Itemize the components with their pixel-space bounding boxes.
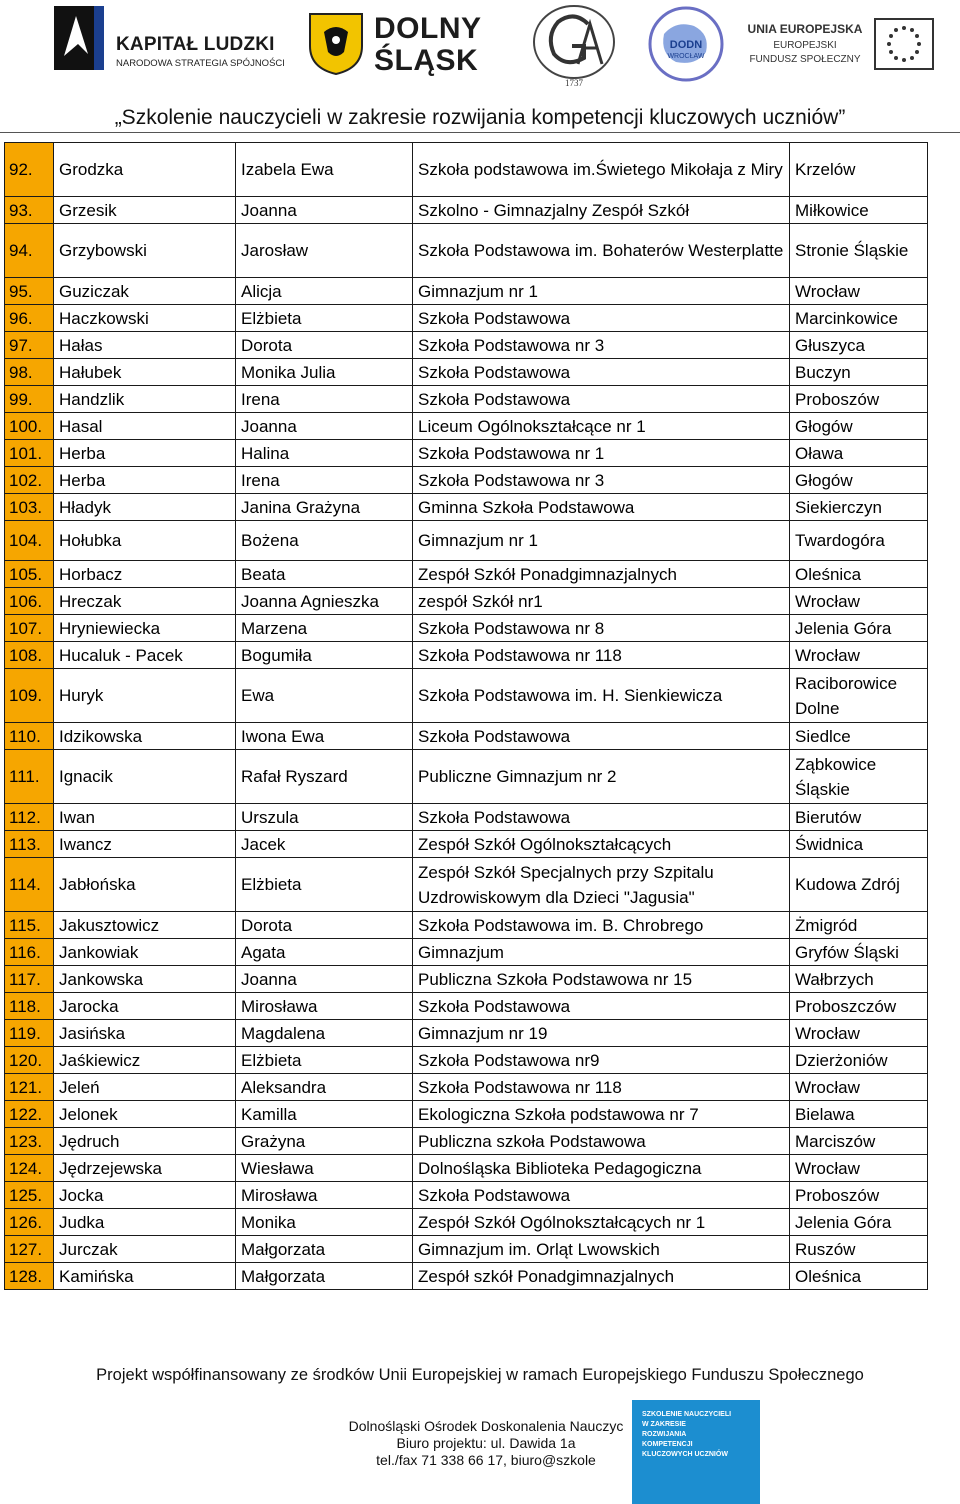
first-name-cell: Janina Grażyna: [236, 494, 413, 521]
row-number: 114.: [5, 858, 54, 912]
eu-line2: EUROPEJSKI: [773, 40, 837, 51]
first-name-cell: Wiesława: [236, 1155, 413, 1182]
first-name-cell: Irena: [236, 467, 413, 494]
first-name-cell: Agata: [236, 939, 413, 966]
kapital-ludzki-title: KAPITAŁ LUDZKI: [116, 34, 275, 55]
school-cell: Gimnazjum nr 1: [413, 521, 790, 561]
row-number: 113.: [5, 831, 54, 858]
school-cell: Gimnazjum im. Orląt Lwowskich: [413, 1236, 790, 1263]
table-row: [5, 858, 928, 912]
city-cell: Świdnica: [790, 831, 928, 858]
eu-efs-logo: [740, 14, 940, 76]
contact-address: [326, 1418, 646, 1469]
school-cell: Gimnazjum nr 19: [413, 1020, 790, 1047]
city-cell: Gryfów Śląski: [790, 939, 928, 966]
surname-cell: Hasal: [54, 413, 236, 440]
surname-cell: Herba: [54, 440, 236, 467]
badge-line-4: KOMPETENCJI: [642, 1441, 693, 1448]
kapital-ludzki-logo: [54, 6, 304, 76]
school-cell: Szkoła Podstawowa: [413, 359, 790, 386]
first-name-cell: Halina: [236, 440, 413, 467]
surname-cell: Guziczak: [54, 278, 236, 305]
table-row: [5, 1074, 928, 1101]
city-cell: Głuszyca: [790, 332, 928, 359]
school-cell: Szkoła Podstawowa nr 118: [413, 1074, 790, 1101]
surname-cell: Idzikowska: [54, 723, 236, 750]
school-cell: Szkoła podstawowa im.Świetego Mikołaja z Miry: [413, 143, 790, 197]
surname-cell: Hołubka: [54, 521, 236, 561]
school-cell: Szkoła Podstawowa nr 8: [413, 615, 790, 642]
school-cell: Szkoła Podstawowa: [413, 386, 790, 413]
city-cell: Marcinkowice: [790, 305, 928, 332]
table-row: [5, 386, 928, 413]
first-name-cell: Mirosława: [236, 993, 413, 1020]
table-row: [5, 278, 928, 305]
city-cell: Żmigród: [790, 912, 928, 939]
surname-cell: Jurczak: [54, 1236, 236, 1263]
first-name-cell: Kamilla: [236, 1101, 413, 1128]
row-number: 117.: [5, 966, 54, 993]
table-row: [5, 831, 928, 858]
city-cell: Dzierżoniów: [790, 1047, 928, 1074]
badge-line-5: KLUCZOWYCH UCZNIÓW: [642, 1451, 728, 1458]
first-name-cell: Jacek: [236, 831, 413, 858]
school-cell: Zespół Szkół Ogólnokształcących nr 1: [413, 1209, 790, 1236]
row-number: 125.: [5, 1182, 54, 1209]
first-name-cell: Alicja: [236, 278, 413, 305]
city-cell: Wałbrzych: [790, 966, 928, 993]
school-cell: Dolnośląska Biblioteka Pedagogiczna: [413, 1155, 790, 1182]
participants-table-body: [5, 143, 928, 1290]
table-row: [5, 1155, 928, 1182]
school-cell: Szkoła Podstawowa nr9: [413, 1047, 790, 1074]
city-cell: Siedlce: [790, 723, 928, 750]
table-row: [5, 1182, 928, 1209]
table-row: [5, 1209, 928, 1236]
surname-cell: Jankowska: [54, 966, 236, 993]
row-number: 115.: [5, 912, 54, 939]
table-row: [5, 1047, 928, 1074]
city-cell: Wrocław: [790, 588, 928, 615]
first-name-cell: Ewa: [236, 669, 413, 723]
table-row: [5, 615, 928, 642]
table-row: [5, 939, 928, 966]
dolny-slask-logo: [308, 10, 508, 80]
table-row: [5, 750, 928, 804]
table-row: [5, 642, 928, 669]
row-number: 121.: [5, 1074, 54, 1101]
surname-cell: Judka: [54, 1209, 236, 1236]
city-cell: Bielawa: [790, 1101, 928, 1128]
first-name-cell: Jarosław: [236, 224, 413, 278]
badge-line-2: W ZAKRESIE: [642, 1421, 686, 1428]
row-number: 100.: [5, 413, 54, 440]
row-number: 112.: [5, 804, 54, 831]
school-cell: Szkoła Podstawowa im. B. Chrobrego: [413, 912, 790, 939]
school-cell: Zespół szkół Ponadgimnazjalnych: [413, 1263, 790, 1290]
school-cell: Zespół Szkół Specjalnych przy Szpitalu Uzdrowiskowym dla Dzieci "Jagusia": [413, 858, 790, 912]
city-cell: Krzelów: [790, 143, 928, 197]
first-name-cell: Elżbieta: [236, 858, 413, 912]
city-cell: Wrocław: [790, 278, 928, 305]
city-cell: Stronie Śląskie: [790, 224, 928, 278]
badge-line-3: ROZWIJANIA: [642, 1431, 687, 1438]
first-name-cell: Joanna Agnieszka: [236, 588, 413, 615]
surname-cell: Hałubek: [54, 359, 236, 386]
table-row: [5, 993, 928, 1020]
row-number: 118.: [5, 993, 54, 1020]
table-row: [5, 804, 928, 831]
row-number: 116.: [5, 939, 54, 966]
table-row: [5, 561, 928, 588]
school-cell: Szkoła Podstawowa nr 118: [413, 642, 790, 669]
surname-cell: Jocka: [54, 1182, 236, 1209]
address-line-2: Biuro projektu: ul. Dawida 1a: [396, 1435, 576, 1451]
row-number: 104.: [5, 521, 54, 561]
first-name-cell: Izabela Ewa: [236, 143, 413, 197]
first-name-cell: Dorota: [236, 332, 413, 359]
table-row: [5, 1020, 928, 1047]
surname-cell: Jędruch: [54, 1128, 236, 1155]
project-headline: „Szkolenie nauczycieli w zakresie rozwijania kompetencji kluczowych uczniów”: [114, 106, 846, 129]
first-name-cell: Grażyna: [236, 1128, 413, 1155]
header-divider: [0, 132, 960, 133]
city-cell: Głogów: [790, 413, 928, 440]
city-cell: Oleśnica: [790, 561, 928, 588]
table-row: [5, 359, 928, 386]
table-row: [5, 1101, 928, 1128]
surname-cell: Herba: [54, 467, 236, 494]
first-name-cell: Bożena: [236, 521, 413, 561]
table-row: [5, 588, 928, 615]
row-number: 95.: [5, 278, 54, 305]
table-row: [5, 966, 928, 993]
school-cell: Szkoła Podstawowa: [413, 305, 790, 332]
surname-cell: Grzesik: [54, 197, 236, 224]
school-cell: Szkoła Podstawowa im. H. Sienkiewicza: [413, 669, 790, 723]
table-row: [5, 723, 928, 750]
school-cell: Ekologiczna Szkoła podstawowa nr 7: [413, 1101, 790, 1128]
row-number: 105.: [5, 561, 54, 588]
school-cell: Szkoła Podstawowa nr 1: [413, 440, 790, 467]
surname-cell: Ignacik: [54, 750, 236, 804]
table-row: [5, 1263, 928, 1290]
ga-monogram-logo: [528, 2, 620, 88]
school-cell: Publiczna szkoła Podstawowa: [413, 1128, 790, 1155]
city-cell: Oleśnica: [790, 1263, 928, 1290]
first-name-cell: Joanna: [236, 413, 413, 440]
surname-cell: Kamińska: [54, 1263, 236, 1290]
table-row: [5, 143, 928, 197]
address-line-3: tel./fax 71 338 66 17, biuro@szkole: [376, 1452, 596, 1468]
table-row: [5, 224, 928, 278]
first-name-cell: Joanna: [236, 197, 413, 224]
first-name-cell: Mirosława: [236, 1182, 413, 1209]
city-cell: Ruszów: [790, 1236, 928, 1263]
table-row: [5, 912, 928, 939]
city-cell: Bierutów: [790, 804, 928, 831]
first-name-cell: Rafał Ryszard: [236, 750, 413, 804]
participants-table: [4, 142, 928, 1290]
eu-flag-icon: [874, 18, 934, 70]
table-row: [5, 440, 928, 467]
surname-cell: Huryk: [54, 669, 236, 723]
page-header: [0, 0, 960, 100]
row-number: 107.: [5, 615, 54, 642]
city-cell: Twardogóra: [790, 521, 928, 561]
school-cell: Gimnazjum: [413, 939, 790, 966]
school-cell: Szkoła Podstawowa nr 3: [413, 332, 790, 359]
surname-cell: Jankowiak: [54, 939, 236, 966]
surname-cell: Horbacz: [54, 561, 236, 588]
row-number: 124.: [5, 1155, 54, 1182]
city-cell: Wrocław: [790, 1020, 928, 1047]
surname-cell: Hładyk: [54, 494, 236, 521]
table-row: [5, 467, 928, 494]
surname-cell: Hałas: [54, 332, 236, 359]
surname-cell: Hucaluk - Pacek: [54, 642, 236, 669]
table-row: [5, 305, 928, 332]
first-name-cell: Małgorzata: [236, 1263, 413, 1290]
table-row: [5, 1236, 928, 1263]
surname-cell: Iwancz: [54, 831, 236, 858]
badge-line-1: SZKOLENIE NAUCZYCIELI: [642, 1411, 732, 1418]
row-number: 120.: [5, 1047, 54, 1074]
surname-cell: Grodzka: [54, 143, 236, 197]
school-cell: Publiczne Gimnazjum nr 2: [413, 750, 790, 804]
row-number: 106.: [5, 588, 54, 615]
city-cell: Wrocław: [790, 1155, 928, 1182]
city-cell: Ząbkowice Śląskie: [790, 750, 928, 804]
surname-cell: Jędrzejewska: [54, 1155, 236, 1182]
school-cell: Liceum Ogólnokształcące nr 1: [413, 413, 790, 440]
row-number: 99.: [5, 386, 54, 413]
first-name-cell: Iwona Ewa: [236, 723, 413, 750]
first-name-cell: Monika: [236, 1209, 413, 1236]
surname-cell: Iwan: [54, 804, 236, 831]
surname-cell: Grzybowski: [54, 224, 236, 278]
city-cell: Proboszów: [790, 1182, 928, 1209]
row-number: 101.: [5, 440, 54, 467]
city-cell: Proboszczów: [790, 993, 928, 1020]
school-cell: Szkoła Podstawowa: [413, 993, 790, 1020]
coat-of-arms-icon: [308, 12, 364, 76]
city-cell: Miłkowice: [790, 197, 928, 224]
first-name-cell: Joanna: [236, 966, 413, 993]
city-cell: Kudowa Zdrój: [790, 858, 928, 912]
first-name-cell: Monika Julia: [236, 359, 413, 386]
first-name-cell: Bogumiła: [236, 642, 413, 669]
kapital-ludzki-subtitle: NARODOWA STRATEGIA SPÓJNOŚCI: [116, 58, 285, 69]
row-number: 92.: [5, 143, 54, 197]
first-name-cell: Irena: [236, 386, 413, 413]
surname-cell: Jaśkiewicz: [54, 1047, 236, 1074]
school-cell: Gimnazjum nr 1: [413, 278, 790, 305]
surname-cell: Jarocka: [54, 993, 236, 1020]
first-name-cell: Elżbieta: [236, 1047, 413, 1074]
first-name-cell: Małgorzata: [236, 1236, 413, 1263]
row-number: 98.: [5, 359, 54, 386]
surname-cell: Hreczak: [54, 588, 236, 615]
kapital-ludzki-icon: [54, 6, 104, 70]
row-number: 119.: [5, 1020, 54, 1047]
city-cell: Jelenia Góra: [790, 1209, 928, 1236]
dolny-slask-line1: DOLNY: [374, 12, 482, 45]
first-name-cell: Beata: [236, 561, 413, 588]
school-cell: Szkolno - Gimnazjalny Zespół Szkół: [413, 197, 790, 224]
row-number: 123.: [5, 1128, 54, 1155]
first-name-cell: Urszula: [236, 804, 413, 831]
table-row: [5, 1128, 928, 1155]
city-cell: Głogów: [790, 467, 928, 494]
city-cell: Wrocław: [790, 642, 928, 669]
surname-cell: Handzlik: [54, 386, 236, 413]
row-number: 127.: [5, 1236, 54, 1263]
dodn-label: DODN: [669, 39, 703, 51]
table-row: [5, 669, 928, 723]
row-number: 96.: [5, 305, 54, 332]
school-cell: zespół Szkół nr1: [413, 588, 790, 615]
school-cell: Zespół Szkół Ogólnokształcących: [413, 831, 790, 858]
dolny-slask-line2: ŚLĄSK: [374, 44, 479, 77]
row-number: 111.: [5, 750, 54, 804]
school-cell: Gminna Szkoła Podstawowa: [413, 494, 790, 521]
city-cell: Oława: [790, 440, 928, 467]
school-cell: Publiczna Szkoła Podstawowa nr 15: [413, 966, 790, 993]
surname-cell: Jasińska: [54, 1020, 236, 1047]
address-line-1: Dolnośląski Ośrodek Doskonalenia Nauczyc: [348, 1418, 624, 1434]
surname-cell: Haczkowski: [54, 305, 236, 332]
first-name-cell: Magdalena: [236, 1020, 413, 1047]
school-cell: Szkoła Podstawowa: [413, 804, 790, 831]
surname-cell: Jakusztowicz: [54, 912, 236, 939]
city-cell: Marciszów: [790, 1128, 928, 1155]
surname-cell: Jabłońska: [54, 858, 236, 912]
row-number: 126.: [5, 1209, 54, 1236]
row-number: 93.: [5, 197, 54, 224]
row-number: 103.: [5, 494, 54, 521]
funding-statement: Projekt współfinansowany ze środków Unii Europejskiej w ramach Europejskiego Funduszu Społecznego: [96, 1366, 864, 1384]
row-number: 102.: [5, 467, 54, 494]
city-cell: Jelenia Góra: [790, 615, 928, 642]
school-cell: Szkoła Podstawowa: [413, 723, 790, 750]
school-cell: Szkoła Podstawowa: [413, 1182, 790, 1209]
first-name-cell: Dorota: [236, 912, 413, 939]
dodn-logo: [636, 4, 736, 88]
first-name-cell: Marzena: [236, 615, 413, 642]
school-cell: Zespół Szkół Ponadgimnazjalnych: [413, 561, 790, 588]
eu-line3: FUNDUSZ SPOŁECZNY: [749, 54, 861, 65]
surname-cell: Jeleń: [54, 1074, 236, 1101]
first-name-cell: Aleksandra: [236, 1074, 413, 1101]
city-cell: Buczyn: [790, 359, 928, 386]
school-cell: Szkoła Podstawowa nr 3: [413, 467, 790, 494]
row-number: 122.: [5, 1101, 54, 1128]
surname-cell: Hryniewiecka: [54, 615, 236, 642]
city-cell: Wrocław: [790, 1074, 928, 1101]
surname-cell: Jelonek: [54, 1101, 236, 1128]
table-row: [5, 521, 928, 561]
table-row: [5, 494, 928, 521]
table-row: [5, 197, 928, 224]
row-number: 109.: [5, 669, 54, 723]
row-number: 128.: [5, 1263, 54, 1290]
row-number: 94.: [5, 224, 54, 278]
dodn-city: WROCŁAW: [667, 53, 705, 60]
city-cell: Siekierczyn: [790, 494, 928, 521]
row-number: 108.: [5, 642, 54, 669]
row-number: 110.: [5, 723, 54, 750]
eu-line1: UNIA EUROPEJSKA: [747, 22, 863, 36]
city-cell: Proboszów: [790, 386, 928, 413]
first-name-cell: Elżbieta: [236, 305, 413, 332]
school-cell: Szkoła Podstawowa im. Bohaterów Westerplatte: [413, 224, 790, 278]
table-row: [5, 413, 928, 440]
row-number: 97.: [5, 332, 54, 359]
table-row: [5, 332, 928, 359]
city-cell: Raciborowice Dolne: [790, 669, 928, 723]
ga-year: 1737: [565, 78, 583, 88]
project-badge-logo: [632, 1400, 760, 1504]
